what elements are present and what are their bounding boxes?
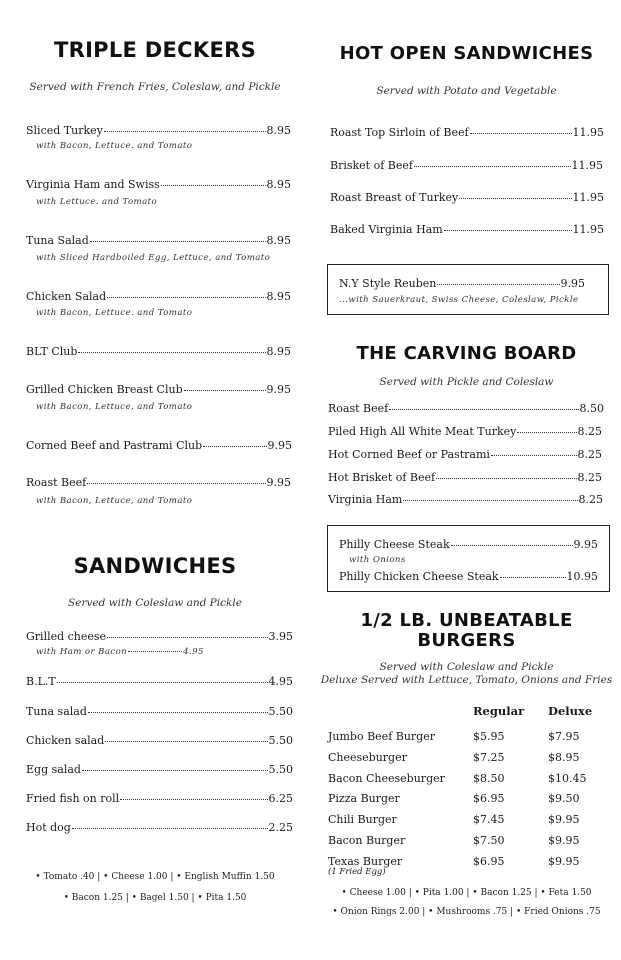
- sandwiches-title: SANDWICHES: [73, 554, 237, 578]
- table-row: Pizza Burger $6.95 $9.50: [328, 792, 580, 806]
- leader-dots: [389, 409, 578, 410]
- item-description: ...with Sauerkraut, Swiss Cheese, Coleslaw, Pickle: [339, 295, 579, 305]
- leader-dots: [436, 478, 576, 479]
- table-row: Texas Burger (1 Fried Egg) $6.95 $9.95: [328, 854, 580, 877]
- leader-dots: [491, 455, 577, 456]
- leader-dots: [78, 352, 265, 353]
- leader-dots: [120, 799, 267, 800]
- triple-deckers-title: TRIPLE DECKERS: [53, 38, 257, 62]
- menu-item: B.L.T 4.95: [26, 675, 293, 688]
- leader-dots: [90, 241, 266, 242]
- leader-dots: [107, 297, 265, 298]
- menu-item: N.Y Style Reuben 9.95: [339, 277, 585, 290]
- sandwich-extras-line-2: • Bacon 1.25 | • Bagel 1.50 | • Pita 1.50: [63, 893, 247, 903]
- burgers-subtitle-1: Served with Coleslaw and Pickle: [379, 661, 554, 673]
- leader-dots: [203, 446, 266, 447]
- sandwich-extras-line-1: • Tomato .40 | • Cheese 1.00 | • English Muffin 1.50: [35, 872, 275, 882]
- burger-price-table: [328, 704, 608, 877]
- menu-item: Roast Beef 9.95: [26, 476, 291, 489]
- regular-column-header: Regular: [473, 704, 525, 718]
- menu-item: Brisket of Beef 11.95: [330, 159, 603, 172]
- reuben-box: [327, 264, 609, 315]
- menu-item: Hot Brisket of Beef 8.25: [328, 471, 602, 484]
- menu-item: Roast Breast of Turkey 11.95: [330, 191, 604, 204]
- carving-board-title: THE CARVING BOARD: [356, 343, 577, 364]
- item-description: with Bacon, Lettuce, and Tomato: [36, 402, 193, 412]
- triple-deckers-subtitle: Served with French Fries, Coleslaw, and Pickle: [29, 81, 281, 93]
- burgers-title-line-2: BURGERS: [417, 630, 516, 651]
- menu-item: Roast Top Sirloin of Beef 11.95: [330, 126, 604, 139]
- leader-dots: [451, 545, 573, 546]
- menu-item: Sliced Turkey 8.95: [26, 124, 291, 137]
- item-description: with Sliced Hardboiled Egg, Lettuce, and Tomato: [36, 253, 271, 263]
- leader-dots: [517, 432, 576, 433]
- leader-dots: [500, 577, 566, 578]
- burgers-title-line-1: 1/2 LB. UNBEATABLE: [360, 610, 573, 631]
- menu-item: Baked Virginia Ham 11.95: [330, 223, 604, 236]
- menu-item: Hot Corned Beef or Pastrami 8.25: [328, 448, 602, 461]
- menu-item: Chicken Salad 8.95: [26, 290, 291, 303]
- burger-extras-line-1: • Cheese 1.00 | • Pita 1.00 | • Bacon 1.25 | • Feta 1.50: [341, 888, 592, 898]
- leader-dots: [128, 651, 182, 652]
- item-description: with Lettuce. and Tomato: [36, 197, 158, 207]
- menu-item: Grilled Chicken Breast Club 9.95: [26, 383, 291, 396]
- menu-item: Egg salad 5.50: [26, 763, 293, 776]
- menu-item: Philly Cheese Steak 9.95: [339, 538, 598, 551]
- leader-dots: [87, 483, 265, 484]
- table-row: Cheeseburger $7.25 $8.95: [328, 750, 580, 764]
- item-description: with Bacon, Lettuce. and Tomato: [36, 141, 193, 151]
- leader-dots: [104, 131, 266, 132]
- deluxe-column-header: Deluxe: [548, 704, 593, 718]
- table-row: Chili Burger $7.45 $9.95: [328, 813, 580, 827]
- philly-box: [327, 525, 610, 592]
- item-description: with Onions: [349, 555, 406, 565]
- item-description: with Ham or Bacon 4.95: [36, 647, 204, 657]
- menu-item: Virginia Ham and Swiss 8.95: [26, 178, 291, 191]
- burger-name: Texas Burger: [328, 854, 403, 868]
- menu-item: Grilled cheese 3.95: [26, 630, 293, 643]
- burger-extras-line-2: • Onion Rings 2.00 | • Mushrooms .75 | • Fried Onions .75: [332, 907, 601, 917]
- burger-name-header: [328, 704, 473, 730]
- table-row: Jumbo Beef Burger $5.95 $7.95: [328, 730, 580, 743]
- leader-dots: [470, 133, 572, 134]
- carving-board-subtitle: Served with Pickle and Coleslaw: [379, 376, 554, 388]
- leader-dots: [88, 712, 268, 713]
- menu-item: Tuna salad 5.50: [26, 705, 293, 718]
- leader-dots: [82, 770, 268, 771]
- menu-item: Tuna Salad 8.95: [26, 234, 291, 247]
- leader-dots: [459, 198, 571, 199]
- burgers-subtitle-2: Deluxe Served with Lettuce, Tomato, Onions and Fries: [320, 674, 613, 686]
- menu-item: Fried fish on roll 6.25: [26, 792, 293, 805]
- leader-dots: [105, 741, 267, 742]
- leader-dots: [57, 682, 268, 683]
- leader-dots: [444, 230, 572, 231]
- menu-item: Virginia Ham 8.25: [328, 493, 603, 506]
- menu-item: Hot dog 2.25: [26, 821, 293, 834]
- menu-item: Piled High All White Meat Turkey 8.25: [328, 425, 602, 438]
- sandwiches-subtitle: Served with Coleslaw and Pickle: [68, 597, 242, 609]
- table-row: Bacon Burger $7.50 $9.95: [328, 833, 580, 847]
- menu-item: BLT Club 8.95: [26, 345, 291, 358]
- leader-dots: [414, 166, 571, 167]
- leader-dots: [161, 185, 266, 186]
- leader-dots: [184, 390, 266, 391]
- leader-dots: [72, 828, 268, 829]
- hot-open-title: HOT OPEN SANDWICHES: [339, 43, 594, 64]
- hot-open-subtitle: Served with Potato and Vegetable: [376, 85, 557, 97]
- item-description: with Bacon, Lettuce. and Tomato: [36, 308, 193, 318]
- leader-dots: [107, 637, 267, 638]
- burger-note: (1 Fried Egg): [328, 866, 386, 877]
- table-row: Bacon Cheeseburger $8.50 $10.45: [328, 771, 587, 785]
- item-description: with Bacon, Lettuce, and Tomato: [36, 496, 193, 506]
- menu-item: Chicken salad 5.50: [26, 734, 293, 747]
- menu-item: Roast Beef 8.50: [328, 402, 604, 415]
- leader-dots: [403, 500, 577, 501]
- menu-item: Corned Beef and Pastrami Club 9.95: [26, 439, 292, 452]
- menu-item: Philly Chicken Cheese Steak 10.95: [339, 570, 598, 583]
- burger-table-header: [328, 704, 608, 730]
- leader-dots: [437, 284, 559, 285]
